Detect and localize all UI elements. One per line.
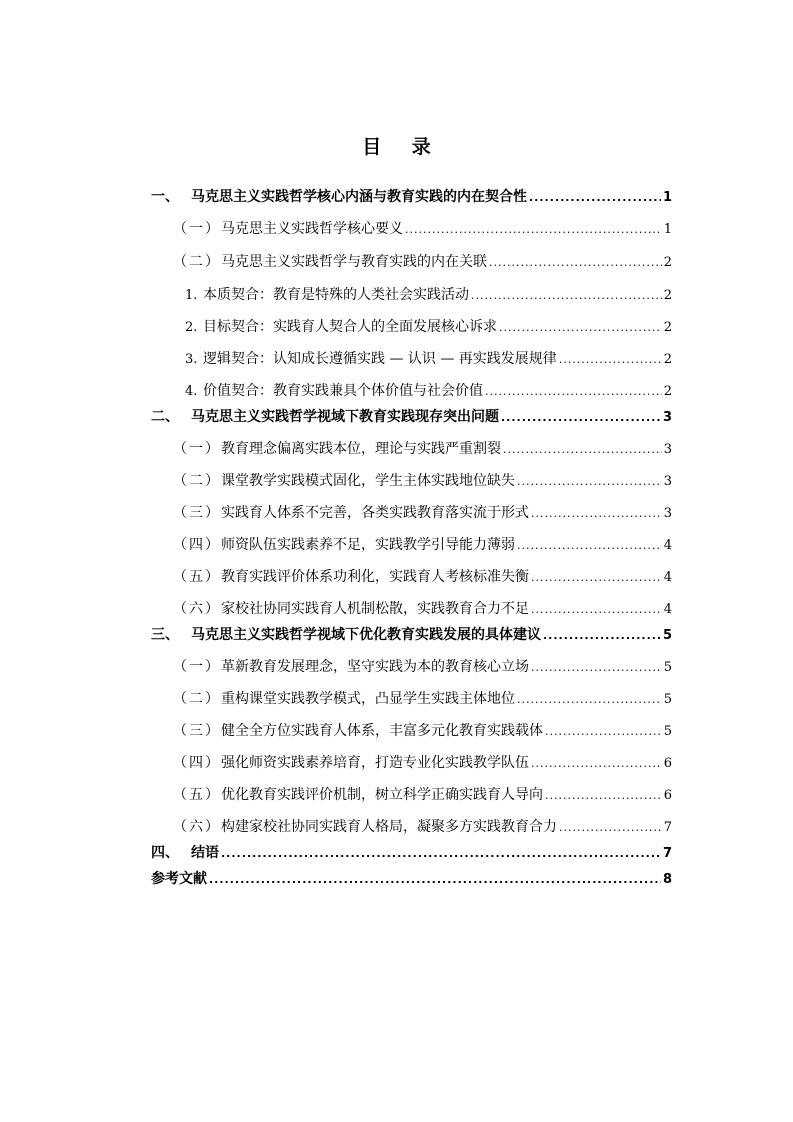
toc-entry[interactable]: [173, 687, 672, 711]
toc-entry-number: （二）: [173, 473, 221, 489]
toc-entry-number: 3.: [185, 352, 198, 367]
toc-page-number: 1: [662, 190, 672, 205]
toc-page-number: 1: [663, 222, 672, 237]
toc-entry-number: （六）: [173, 601, 221, 617]
toc-page-number: 2: [663, 320, 672, 335]
toc-page-number: 5: [662, 628, 672, 643]
toc-entry-number: （一）: [173, 659, 221, 675]
toc-entry[interactable]: [185, 347, 672, 371]
toc-entry-title: 马克思主义实践哲学视域下教育实践现存突出问题: [191, 409, 499, 425]
toc-entry[interactable]: [173, 501, 672, 525]
dot-leader: [545, 720, 662, 744]
toc-entry-number: （一）: [173, 441, 221, 457]
toc-page-number: 6: [663, 788, 672, 803]
toc-entry-number: （六）: [173, 819, 221, 835]
toc-page-number: 2: [663, 384, 672, 399]
toc-entry[interactable]: [173, 250, 672, 274]
toc-entry[interactable]: [173, 783, 672, 807]
toc-page-number: 7: [662, 846, 672, 861]
dot-leader: [221, 842, 661, 866]
toc-entry[interactable]: [185, 379, 672, 403]
toc-entry-number: 一、: [151, 189, 179, 205]
toc-page-number: 5: [663, 724, 672, 739]
dot-leader: [559, 348, 662, 372]
toc-entry-title: 强化师资实践素养培育，打造专业化实践教学队伍: [221, 755, 529, 771]
toc-entry-title: 目标契合：实践育人契合人的全面发展核心诉求: [203, 319, 497, 335]
dot-leader: [485, 380, 662, 404]
toc-entry-title: 马克思主义实践哲学与教育实践的内在关联: [221, 254, 487, 270]
toc-entry-number: （二）: [173, 691, 221, 707]
toc-page-number: 4: [663, 602, 672, 617]
dot-leader: [405, 218, 662, 242]
toc-entry-number: （一）: [173, 221, 221, 237]
toc-entry-title: 结语: [191, 845, 219, 861]
toc-entry-number: 1.: [185, 288, 198, 303]
toc-entry-title: 家校社协同实践育人机制松散，实践教育合力不足: [221, 601, 529, 617]
toc-entry-number: 四、: [151, 845, 179, 861]
toc-entry-title: 价值契合：教育实践兼具个体价值与社会价值: [203, 383, 483, 399]
toc-page-number: 5: [663, 660, 672, 675]
toc-entry[interactable]: [173, 751, 672, 775]
toc-entry[interactable]: [173, 437, 672, 461]
toc-entry-title: 逻辑契合：认知成长遵循实践 — 认识 — 再实践发展规律: [203, 351, 557, 367]
toc-page-number: 2: [663, 352, 672, 367]
toc-entry-title: 本质契合：教育是特殊的人类社会实践活动: [203, 287, 469, 303]
toc-entry-title: 马克思主义实践哲学核心要义: [221, 221, 403, 237]
toc-entry[interactable]: [173, 655, 672, 679]
toc-entry-title: 重构课堂实践教学模式，凸显学生实践主体地位: [221, 691, 515, 707]
toc-entry-number: （三）: [173, 723, 221, 739]
toc-page-number: 2: [663, 255, 672, 270]
toc-title: 目 录: [362, 136, 443, 158]
toc-entry[interactable]: [173, 597, 672, 621]
toc-entry-number: 三、: [151, 627, 179, 643]
toc-page-number: 7: [663, 820, 672, 835]
dot-leader: [499, 316, 662, 340]
toc-entry[interactable]: [173, 565, 672, 589]
dot-leader: [545, 784, 662, 808]
dot-leader: [543, 624, 661, 648]
dot-leader: [209, 868, 661, 892]
toc-entry-title: 构建家校社协同实践育人格局，凝聚多方实践教育合力: [221, 819, 557, 835]
toc-entry[interactable]: [185, 283, 672, 307]
dot-leader: [531, 502, 662, 526]
toc-entry-title: 革新教育发展理念，坚守实践为本的教育核心立场: [221, 659, 529, 675]
toc-page-number: 3: [662, 410, 672, 425]
toc-entry-number: （二）: [173, 254, 221, 270]
toc-entry[interactable]: [185, 315, 672, 339]
dot-leader: [517, 688, 662, 712]
toc-entry[interactable]: [151, 623, 672, 647]
toc-entry[interactable]: [151, 185, 672, 209]
toc-entry-title: 马克思主义实践哲学视域下优化教育实践发展的具体建议: [191, 627, 541, 643]
toc-entry-title: 课堂教学实践模式固化，学生主体实践地位缺失: [221, 473, 515, 489]
toc-entry-number: 2.: [185, 320, 198, 335]
dot-leader: [471, 284, 662, 308]
toc-entry-title: 教育理念偏离实践本位，理论与实践严重割裂: [221, 441, 501, 457]
dot-leader: [531, 566, 662, 590]
toc-entry-title: 参考文献: [151, 871, 207, 887]
dot-leader: [517, 534, 662, 558]
dot-leader: [489, 251, 662, 275]
toc-entry[interactable]: [173, 217, 672, 241]
toc-entry-number: （五）: [173, 569, 221, 585]
toc-entry-title: 实践育人体系不完善，各类实践教育落实流于形式: [221, 505, 529, 521]
toc-page-number: 5: [663, 692, 672, 707]
toc-entry[interactable]: [151, 841, 672, 865]
dot-leader: [559, 816, 662, 840]
toc-page-number: 3: [663, 506, 672, 521]
toc-entry-number: （五）: [173, 787, 221, 803]
dot-leader: [517, 470, 662, 494]
toc-entry[interactable]: [151, 867, 672, 891]
dot-leader: [529, 186, 661, 210]
toc-entry-number: （四）: [173, 755, 221, 771]
toc-entry-number: 二、: [151, 409, 179, 425]
toc-page-number: 8: [662, 872, 672, 887]
toc-entry-number: （三）: [173, 505, 221, 521]
toc-page-number: 2: [663, 288, 672, 303]
dot-leader: [531, 598, 662, 622]
toc-entry[interactable]: [173, 719, 672, 743]
toc-entry-title: 优化教育实践评价机制，树立科学正确实践育人导向: [221, 787, 543, 803]
toc-entry-title: 健全全方位实践育人体系，丰富多元化教育实践载体: [221, 723, 543, 739]
dot-leader: [531, 752, 662, 776]
toc-entry[interactable]: [173, 469, 672, 493]
toc-entry[interactable]: [173, 533, 672, 557]
toc-page-number: 3: [663, 474, 672, 489]
toc-page-number: 4: [663, 570, 672, 585]
toc-entry-number: （四）: [173, 537, 221, 553]
dot-leader: [531, 656, 662, 680]
toc-page-number: 6: [663, 756, 672, 771]
dot-leader: [503, 438, 662, 462]
toc-entry[interactable]: [173, 815, 672, 839]
toc-entry-title: 马克思主义实践哲学核心内涵与教育实践的内在契合性: [191, 189, 527, 205]
toc-page-number: 3: [663, 442, 672, 457]
dot-leader: [501, 406, 661, 430]
toc-entry-title: 师资队伍实践素养不足，实践教学引导能力薄弱: [221, 537, 515, 553]
toc-entry-title: 教育实践评价体系功利化，实践育人考核标准失衡: [221, 569, 529, 585]
toc-page-number: 4: [663, 538, 672, 553]
toc-entry-number: 4.: [185, 384, 198, 399]
toc-entry[interactable]: [151, 405, 672, 429]
